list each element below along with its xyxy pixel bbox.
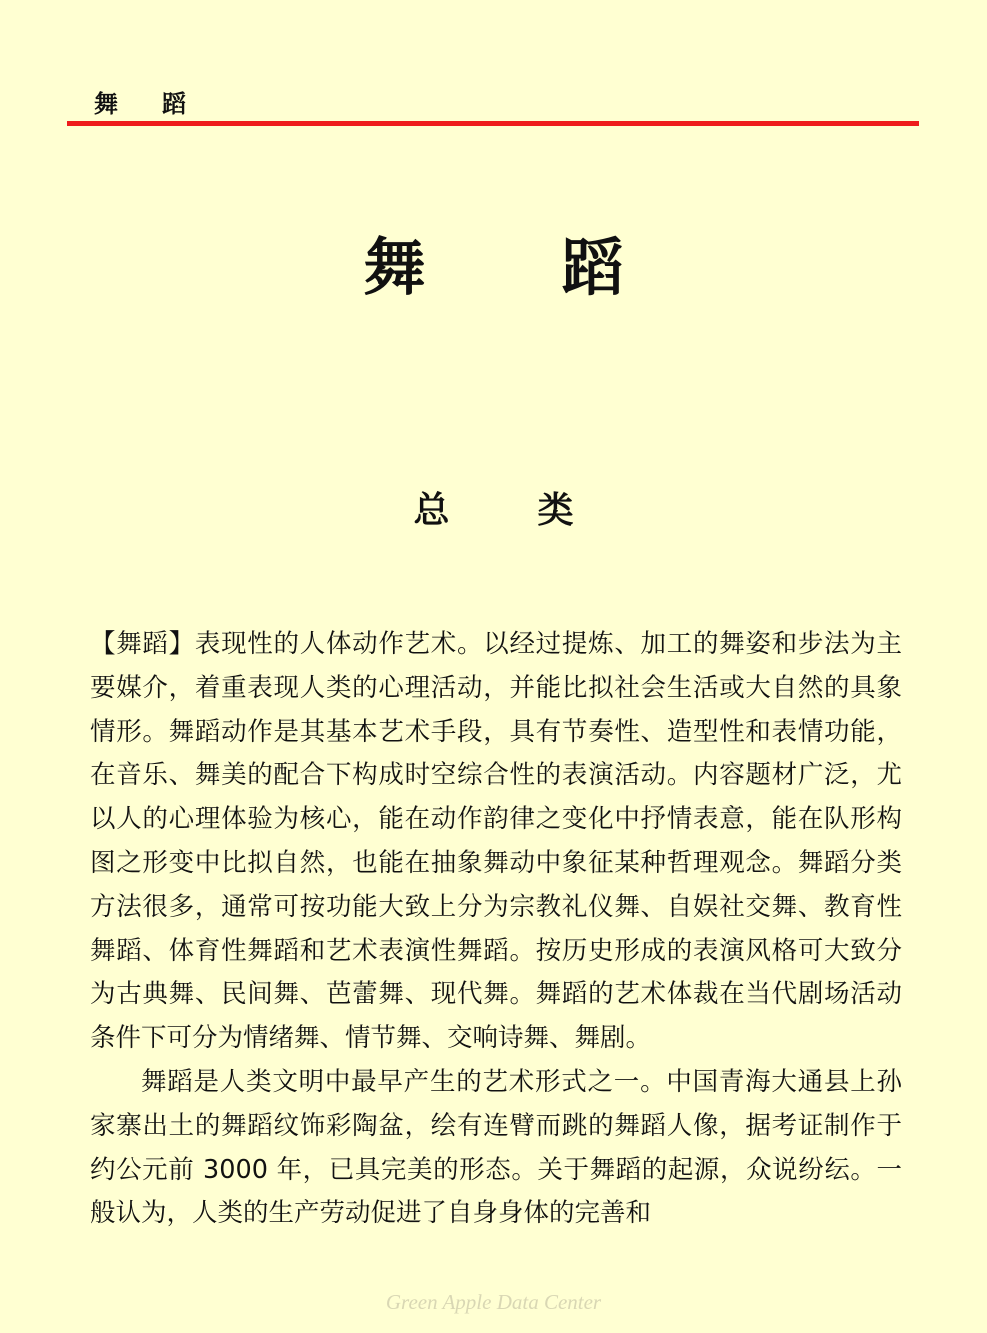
paragraph-2: 舞蹈是人类文明中最早产生的艺术形式之一。中国青海大通县上孙家寨出土的舞蹈纹饰彩陶盆，绘有连臂而跳的舞蹈人像，据考证制作于约公元前 3000 年，已具完美的形态。关于舞蹈的起源，众说纷纭。一般认为，人类的生产劳动促进了自身身体的完善和: [90, 1066, 902, 1229]
page-title-char-1: 舞: [363, 231, 426, 304]
page-title-char-2: 蹈: [561, 231, 624, 304]
body-text: [90, 623, 902, 1236]
section-title-char-2: 类: [537, 490, 574, 531]
paragraph-1: 【舞蹈】表现性的人体动作艺术。以经过提炼、加工的舞姿和步法为主要媒介，着重表现人类的心理活动，并能比拟社会生活或大自然的具象情形。舞蹈动作是其基本艺术手段，具有节奏性、造型性和表情功能，在音乐、舞美的配合下构成时空综合性的表演活动。内容题材广泛，尤以人的心理体验为核心，能在动作韵律之变化中抒情表意，能在队形构图之形变中比拟自然，也能在抽象舞动中象征某种哲理观念。舞蹈分类方法很多，通常可按功能大致上分为宗教礼仪舞、自娱社交舞、教育性舞蹈、体育性舞蹈和艺术表演性舞蹈。按历史形成的表演风格可大致分为古典舞、民间舞、芭蕾舞、现代舞。舞蹈的艺术体裁在当代剧场活动条件下可分为情绪舞、情节舞、交响诗舞、舞剧。: [90, 629, 902, 1054]
section-title-char-1: 总: [413, 490, 450, 531]
section-title: [0, 486, 987, 536]
running-header-char-2: 蹈: [162, 90, 186, 118]
watermark: Green Apple Data Center: [385, 1290, 602, 1314]
header-rule: [67, 121, 919, 126]
running-header: [94, 84, 230, 119]
running-header-char-1: 舞: [94, 90, 118, 118]
page-title: [0, 228, 987, 308]
